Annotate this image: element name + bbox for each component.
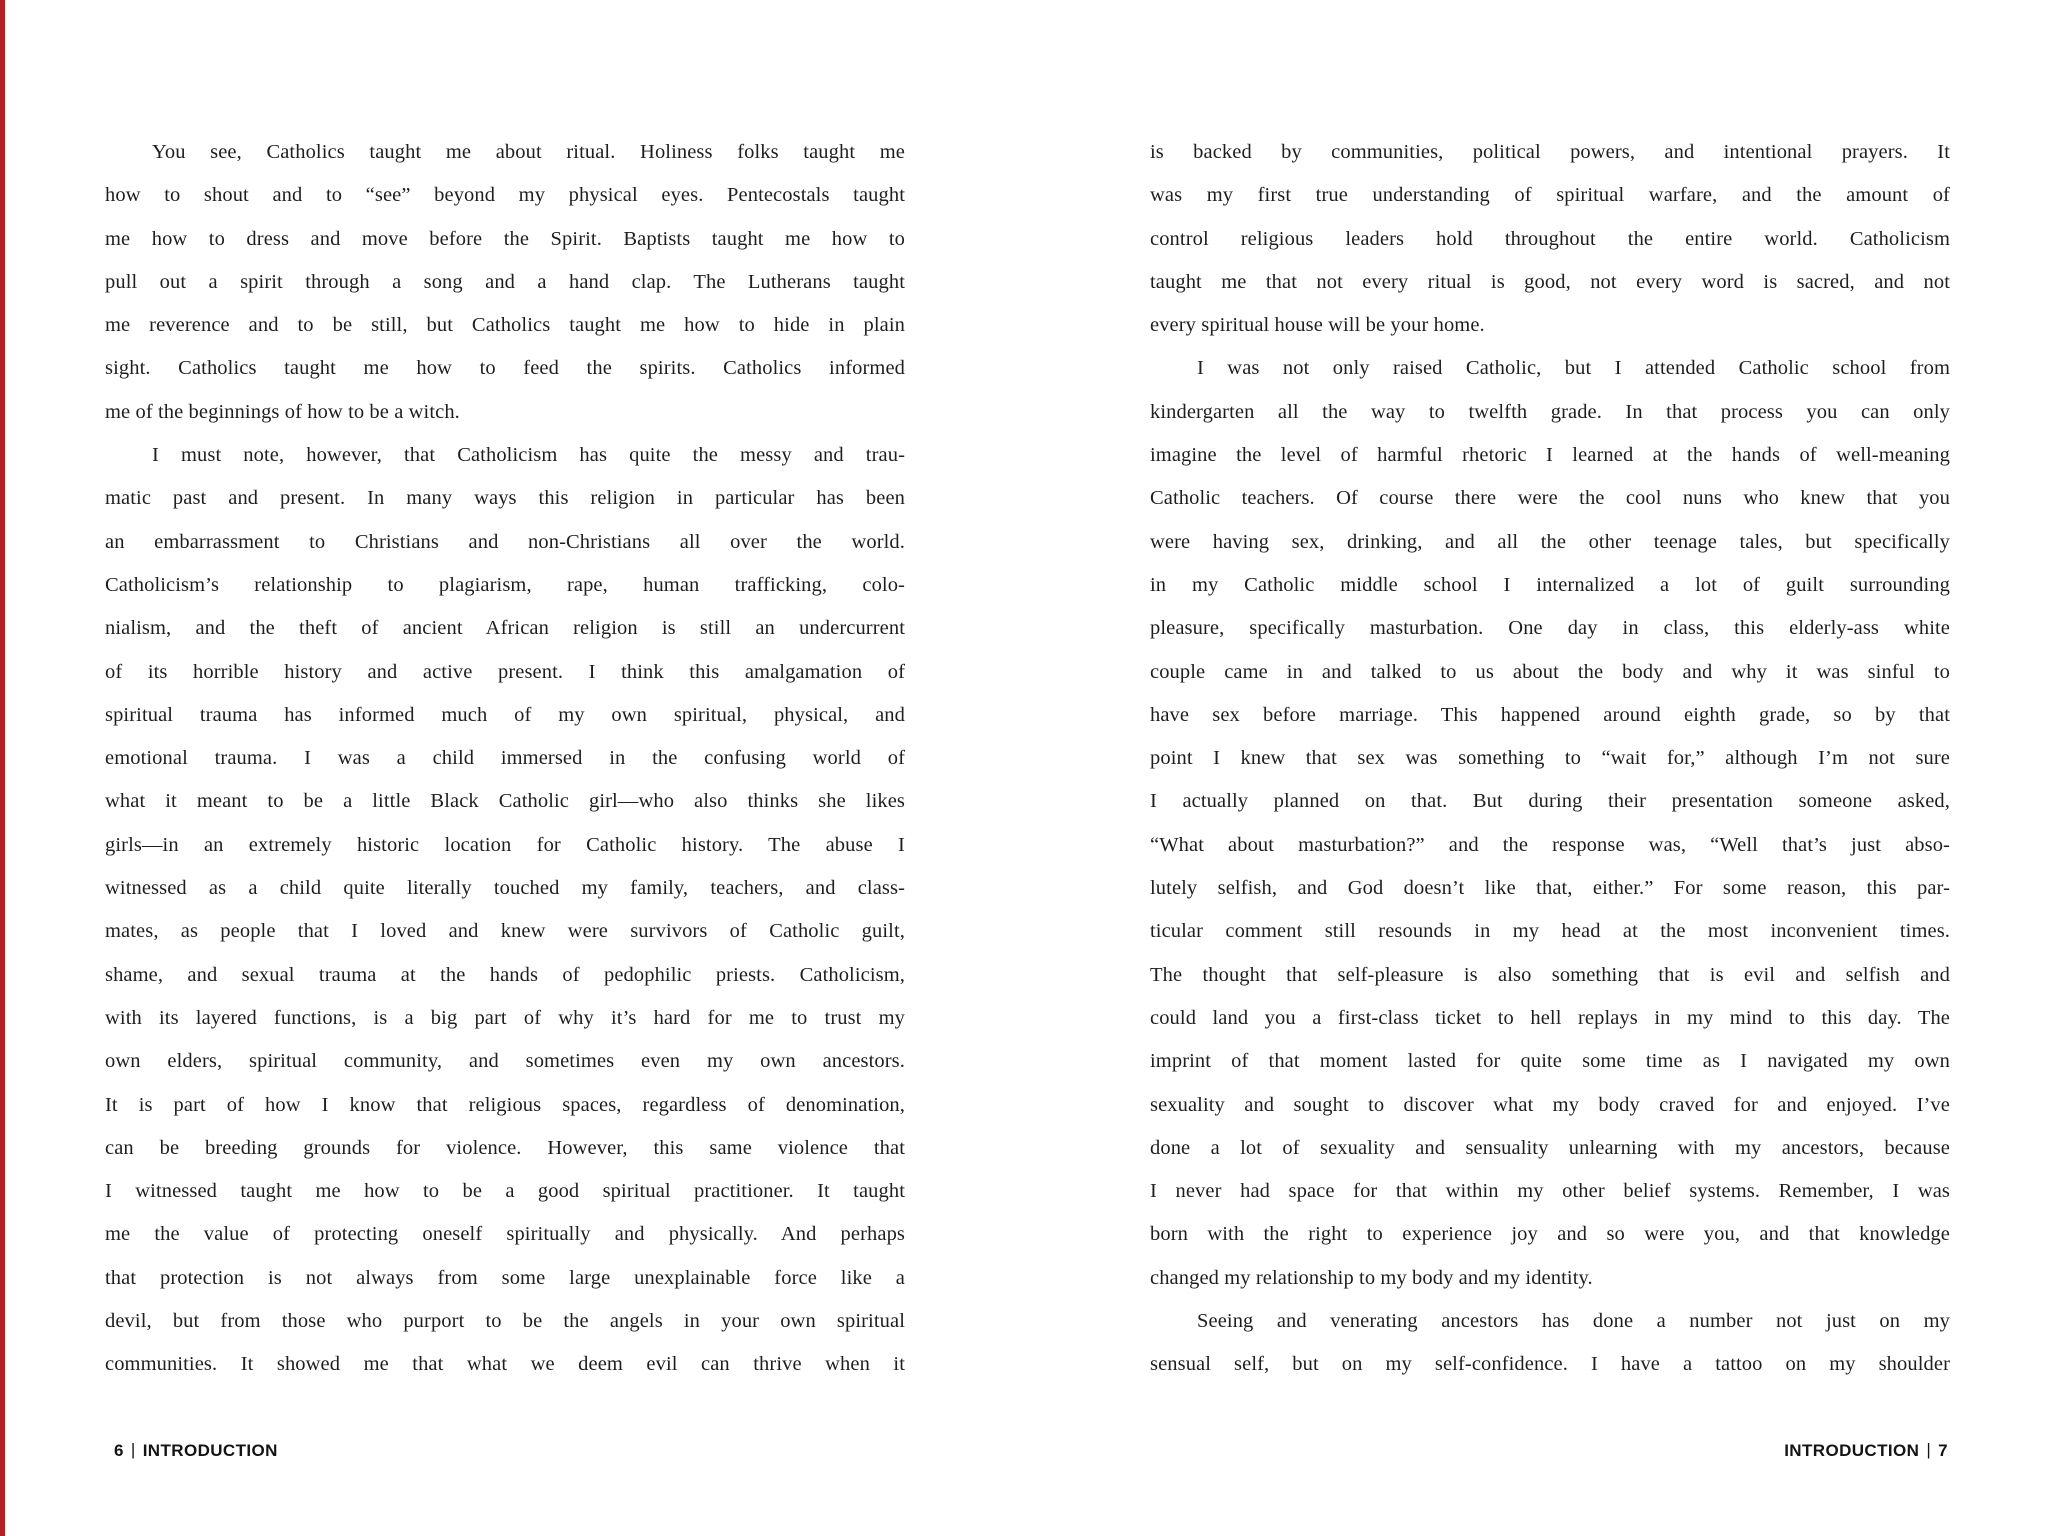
text-line: me the value of protecting oneself spiritually and physically. And perhaps [105,1223,905,1246]
text-line: sight. Catholics taught me how to feed the spirits. Catholics informed [105,357,905,380]
text-line: every spiritual house will be your home. [1150,314,1485,337]
section-label: INTRODUCTION [1784,1441,1920,1460]
text-line: was my first true understanding of spiritual warfare, and the amount of [1150,184,1950,207]
text-line: an embarrassment to Christians and non-Christians all over the world. [105,530,905,553]
text-line: done a lot of sexuality and sensuality unlearning with my ancestors, because [1150,1136,1950,1159]
section-label: INTRODUCTION [142,1441,278,1460]
page-right-text [1150,131,1950,1387]
text-line: It is part of how I know that religious spaces, regardless of denomination, [105,1093,905,1116]
text-line: that protection is not always from some large unexplainable force like a [105,1266,905,1289]
page-number: 6 [114,1441,124,1460]
text-line: devil, but from those who purport to be the angels in your own spiritual [105,1310,905,1333]
text-line: imprint of that moment lasted for quite some time as I navigated my own [1150,1050,1950,1073]
text-line: nialism, and the theft of ancient African religion is still an undercurrent [105,617,905,640]
text-line: The thought that self-pleasure is also something that is evil and selfish and [1150,963,1950,986]
text-line: I actually planned on that. But during their presentation someone asked, [1150,790,1950,813]
text-line: me of the beginnings of how to be a witch. [105,400,460,423]
text-line: pull out a spirit through a song and a hand clap. The Lutherans taught [105,270,905,293]
footer-separator: | [1926,1440,1932,1459]
text-line: lutely selfish, and God doesn’t like that, either.” For some reason, this par- [1150,877,1950,900]
text-line: what it meant to be a little Black Catholic girl—who also thinks she likes [105,790,905,813]
text-line: is backed by communities, political powers, and intentional prayers. It [1150,141,1950,163]
text-line: control religious leaders hold throughout the entire world. Catholicism [1150,227,1950,250]
text-line: how to shout and to “see” beyond my physical eyes. Pentecostals taught [105,184,905,207]
page-right-footer [1150,1440,1950,1462]
text-line: sensual self, but on my self-confidence. I have a tattoo on my shoulder [1150,1353,1950,1376]
text-line: I must note, however, that Catholicism has quite the messy and trau- [152,444,905,467]
text-line: were having sex, drinking, and all the other teenage tales, but specifically [1150,530,1950,553]
text-line: girls—in an extremely historic location for Catholic history. The abuse I [105,833,905,856]
text-line: me how to dress and move before the Spirit. Baptists taught me how to [105,227,905,250]
text-line: I was not only raised Catholic, but I attended Catholic school from [1197,357,1950,380]
text-line: pleasure, specifically masturbation. One day in class, this elderly-ass white [1150,617,1950,640]
page-left [105,0,905,1536]
text-line: imagine the level of harmful rhetoric I learned at the hands of well-meaning [1150,444,1950,467]
text-line: taught me that not every ritual is good, not every word is sacred, and not [1150,270,1950,293]
text-line: Catholicism’s relationship to plagiarism, rape, human trafficking, colo- [105,573,905,596]
text-line: couple came in and talked to us about the body and why it was sinful to [1150,660,1950,683]
text-line: point I knew that sex was something to “wait for,” although I’m not sure [1150,747,1950,770]
left-edge-accent [0,0,5,1536]
text-line: Catholic teachers. Of course there were the cool nuns who knew that you [1150,487,1950,510]
text-line: own elders, spiritual community, and sometimes even my own ancestors. [105,1050,905,1073]
page-number: 7 [1938,1441,1948,1460]
text-line: I witnessed taught me how to be a good spiritual practitioner. It taught [105,1180,905,1203]
text-line: have sex before marriage. This happened around eighth grade, so by that [1150,703,1950,726]
text-line: matic past and present. In many ways this religion in particular has been [105,487,905,510]
text-line: can be breeding grounds for violence. However, this same violence that [105,1136,905,1159]
text-line: witnessed as a child quite literally touched my family, teachers, and class- [105,877,905,900]
page-right [1150,0,1950,1536]
text-line: emotional trauma. I was a child immersed in the confusing world of [105,747,905,770]
text-line: born with the right to experience joy and so were you, and that knowledge [1150,1223,1950,1246]
text-line: Seeing and venerating ancestors has done a number not just on my [1197,1310,1950,1333]
text-line: ticular comment still resounds in my head at the most inconvenient times. [1150,920,1950,943]
footer-separator: | [130,1440,136,1459]
text-line: I never had space for that within my other belief systems. Remember, I was [1150,1180,1950,1203]
text-line: could land you a first-class ticket to hell replays in my mind to this day. The [1150,1006,1950,1029]
text-line: in my Catholic middle school I internalized a lot of guilt surrounding [1150,573,1950,596]
text-line: with its layered functions, is a big part of why it’s hard for me to trust my [105,1006,905,1029]
text-line: sexuality and sought to discover what my body craved for and enjoyed. I’ve [1150,1093,1950,1116]
page-left-footer [105,1440,905,1462]
page-left-text [105,131,905,1387]
text-line: “What about masturbation?” and the response was, “Well that’s just abso- [1150,833,1950,856]
text-line: communities. It showed me that what we deem evil can thrive when it [105,1353,905,1376]
text-line: mates, as people that I loved and knew were survivors of Catholic guilt, [105,920,905,943]
text-line: spiritual trauma has informed much of my own spiritual, physical, and [105,703,905,726]
text-line: kindergarten all the way to twelfth grade. In that process you can only [1150,400,1950,423]
text-line: changed my relationship to my body and my identity. [1150,1266,1593,1289]
text-line: shame, and sexual trauma at the hands of pedophilic priests. Catholicism, [105,963,905,986]
text-line: me reverence and to be still, but Catholics taught me how to hide in plain [105,314,905,337]
text-line: You see, Catholics taught me about ritual. Holiness folks taught me [152,141,905,163]
text-line: of its horrible history and active present. I think this amalgamation of [105,660,905,683]
